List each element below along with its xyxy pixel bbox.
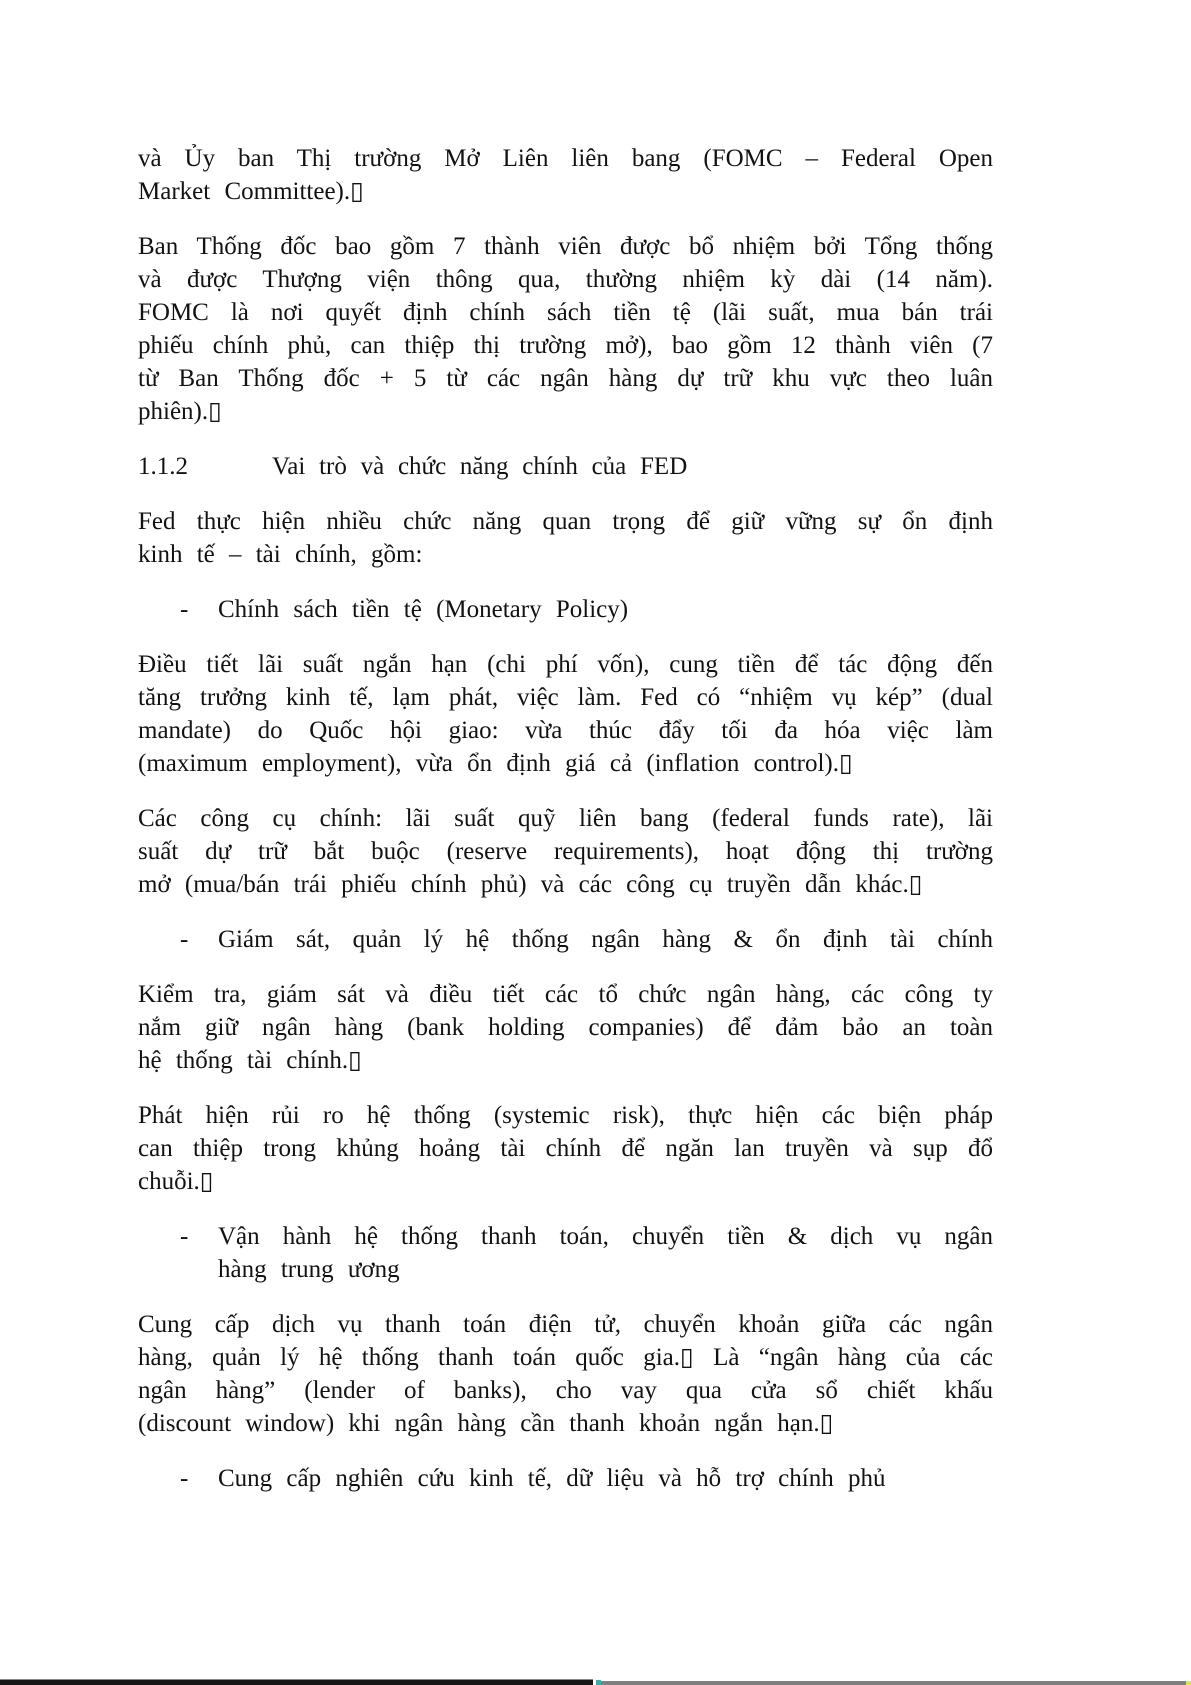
scrollbar-track xyxy=(601,1681,1186,1685)
text-line: hệ thống tài chính.▯ xyxy=(138,1047,362,1074)
text-line: can thiệp trong khủng hoảng tài chính để ngăn lan truyền và sụp đổ xyxy=(138,1135,993,1162)
bullet-marker: - xyxy=(180,1223,189,1250)
bullet-item-monetary-policy xyxy=(138,593,993,626)
text-line: và Ủy ban Thị trường Mở Liên liên bang (FOMC – Federal Open xyxy=(138,145,993,172)
text-line: suất dự trữ bắt buộc (reserve requirements), hoạt động thị trường xyxy=(138,838,993,865)
scrollbar-thumb[interactable] xyxy=(0,1679,593,1685)
text-line: FOMC là nơi quyết định chính sách tiền tệ (lãi suất, mua bán trái xyxy=(138,299,993,326)
text-line: hàng, quản lý hệ thống thanh toán quốc gia.▯ Là “ngân hàng của các xyxy=(138,1344,993,1371)
text-line: và được Thượng viện thông qua, thường nhiệm kỳ dài (14 năm). xyxy=(138,266,993,293)
scrollbar-end-marker xyxy=(1186,1681,1191,1685)
text-line: phiếu chính phủ, can thiệp thị trường mở), bao gồm 12 thành viên (7 xyxy=(138,332,993,359)
text-line: chuỗi.▯ xyxy=(138,1168,214,1195)
text-line: Điều tiết lãi suất ngắn hạn (chi phí vốn), cung tiền để tác động đến xyxy=(138,651,993,678)
text-line: từ Ban Thống đốc + 5 từ các ngân hàng dự trữ khu vực theo luân xyxy=(138,365,993,392)
text-line: (discount window) khi ngân hàng cần thanh khoản ngắn hạn.▯ xyxy=(138,1410,834,1437)
text-line: Chính sách tiền tệ (Monetary Policy) xyxy=(218,596,629,623)
text-line: mandate) do Quốc hội giao: vừa thúc đẩy tối đa hóa việc làm xyxy=(138,717,993,744)
paragraph-board xyxy=(138,230,993,428)
paragraph-systemic-risk xyxy=(138,1099,993,1198)
paragraph-fomc xyxy=(138,142,993,208)
heading-number: 1.1.2 xyxy=(138,453,188,480)
text-line: Fed thực hiện nhiều chức năng quan trọng để giữ vững sự ổn định xyxy=(138,508,993,535)
text-line: Các công cụ chính: lãi suất quỹ liên bang (federal funds rate), lãi xyxy=(138,805,993,832)
text-line: (maximum employment), vừa ổn định giá cả (inflation control).▯ xyxy=(138,750,853,777)
text-line: kinh tế – tài chính, gồm: xyxy=(138,541,423,568)
text-line: Giám sát, quản lý hệ thống ngân hàng & ổn định tài chính xyxy=(218,926,993,953)
text-line: mở (mua/bán trái phiếu chính phủ) và các công cụ truyền dẫn khác.▯ xyxy=(138,871,923,898)
text-line: tăng trưởng kinh tế, lạm phát, việc làm. Fed có “nhiệm vụ kép” (dual xyxy=(138,684,993,711)
text-line: hàng trung ương xyxy=(218,1256,400,1283)
bottom-scrollbar[interactable] xyxy=(0,1678,1191,1685)
text-line: Cung cấp nghiên cứu kinh tế, dữ liệu và hỗ trợ chính phủ xyxy=(218,1465,886,1492)
bullet-marker: - xyxy=(180,1465,189,1492)
text-line: Vận hành hệ thống thanh toán, chuyển tiền & dịch vụ ngân xyxy=(218,1223,993,1250)
paragraph-intro xyxy=(138,505,993,571)
text-line: Cung cấp dịch vụ thanh toán điện tử, chuyển khoản giữa các ngân xyxy=(138,1311,993,1338)
bullet-marker: - xyxy=(180,596,189,623)
paragraph-services xyxy=(138,1308,993,1440)
heading-title: Vai trò và chức năng chính của FED xyxy=(272,453,688,480)
text-line: phiên).▯ xyxy=(138,398,222,425)
bullet-item-supervision xyxy=(138,923,993,956)
paragraph-tools xyxy=(138,802,993,901)
bullet-marker: - xyxy=(180,926,189,953)
text-line: Phát hiện rủi ro hệ thống (systemic risk), thực hiện các biện pháp xyxy=(138,1102,993,1129)
text-line: Market Committee).▯ xyxy=(138,178,364,205)
bullet-item-research xyxy=(138,1462,993,1495)
text-line: Ban Thống đốc bao gồm 7 thành viên được bổ nhiệm bởi Tổng thống xyxy=(138,233,993,260)
document-text xyxy=(138,142,993,1495)
paragraph-inspection xyxy=(138,978,993,1077)
section-heading xyxy=(138,450,993,483)
bullet-item-payments xyxy=(138,1220,993,1286)
text-line: ngân hàng” (lender of banks), cho vay qua cửa sổ chiết khấu xyxy=(138,1377,993,1404)
paragraph-rates xyxy=(138,648,993,780)
text-line: nắm giữ ngân hàng (bank holding companies) để đảm bảo an toàn xyxy=(138,1014,993,1041)
text-line: Kiểm tra, giám sát và điều tiết các tổ chức ngân hàng, các công ty xyxy=(138,981,993,1008)
